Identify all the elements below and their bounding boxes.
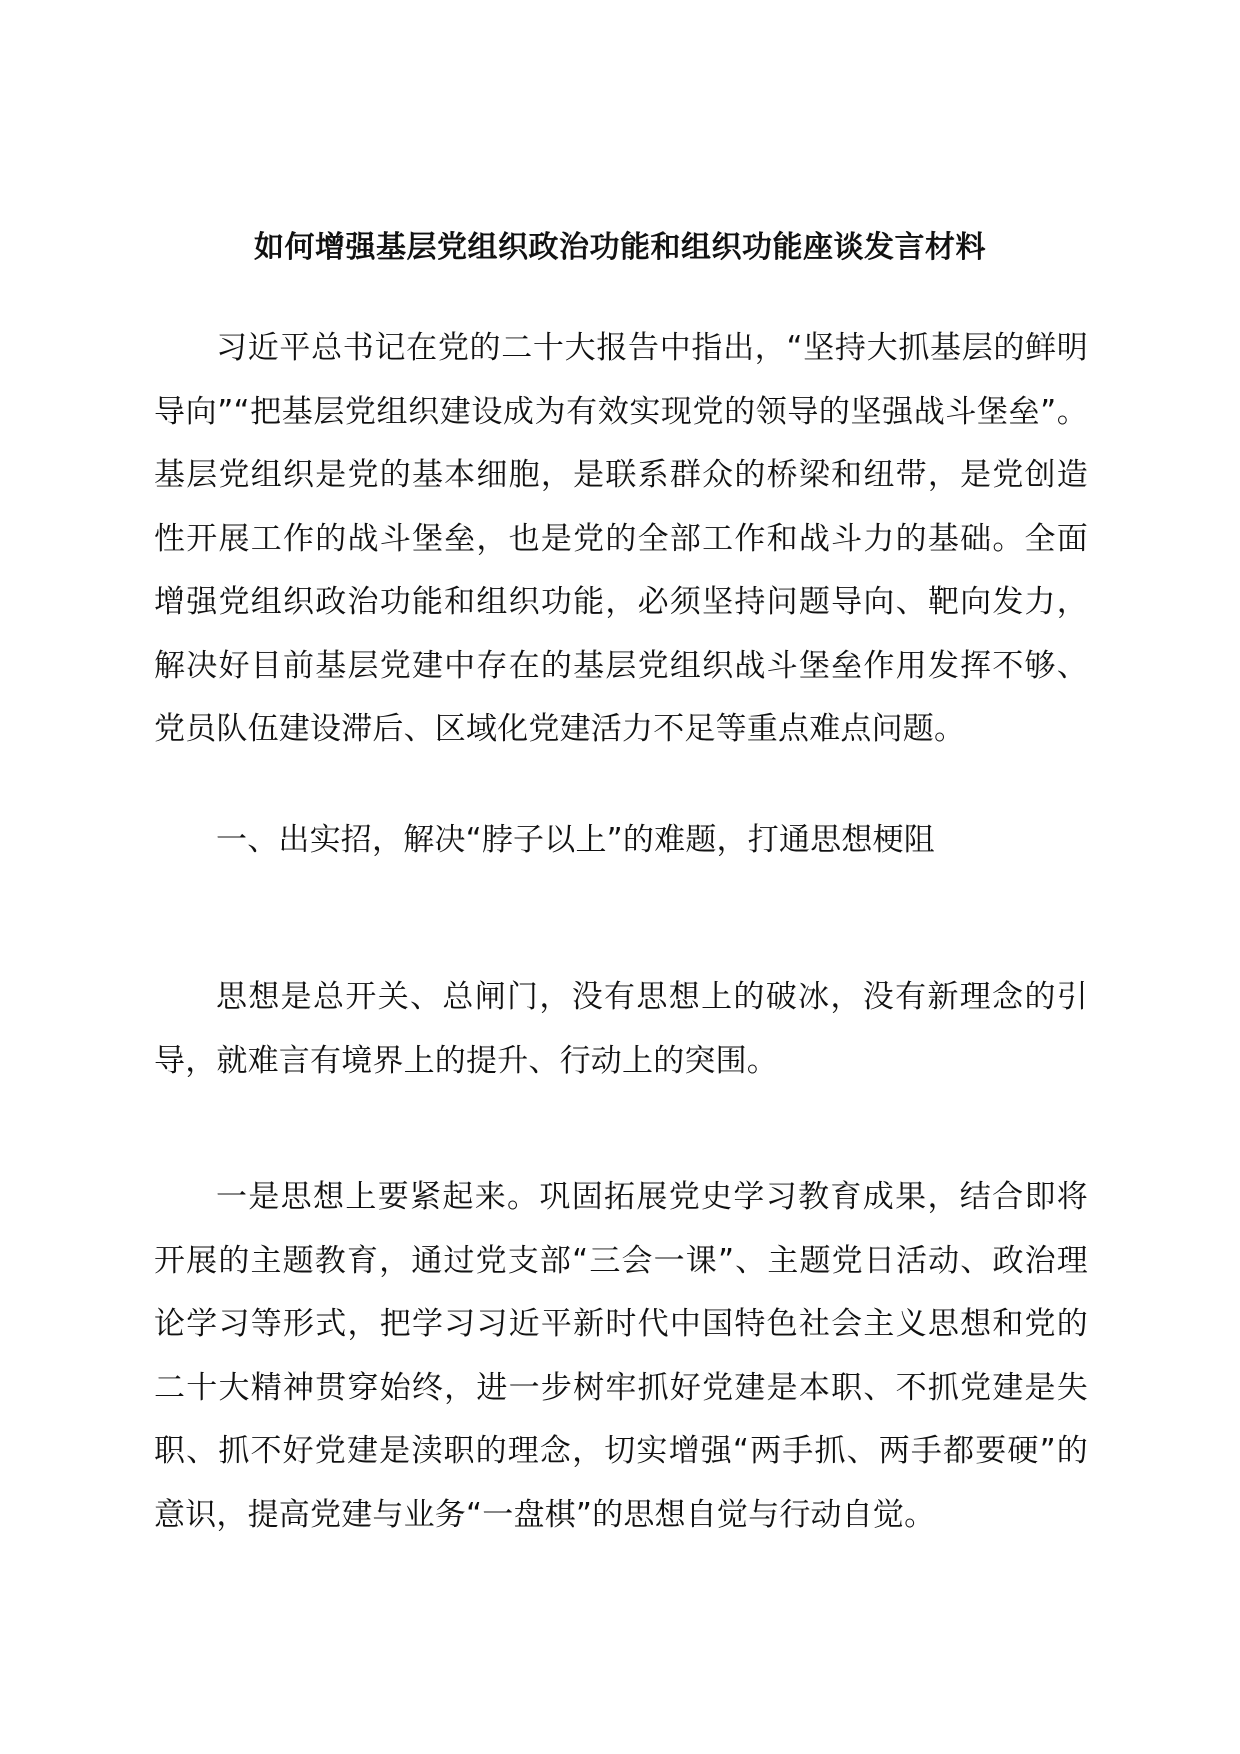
document-title: 如何增强基层党组织政治功能和组织功能座谈发言材料	[254, 230, 986, 265]
paragraph-thinking: 思想是总开关、总闸门，没有思想上的破冰，没有新理念的引导，就难言有境界上的提升、行动上的突围。	[154, 979, 1088, 1079]
section-heading-1: 一、出实招，解决“脖子以上”的难题，打通思想梗阻	[216, 822, 935, 858]
paragraph-intro: 习近平总书记在党的二十大报告中指出，“坚持大抓基层的鲜明导向”“把基层党组织建设成为有效实现党的领导的坚强战斗堡垒”。基层党组织是党的基本细胞，是联系群众的桥梁和纽带，是党创造性开展工作的战斗堡垒，也是党的全部工作和战斗力的基础。全面增强党组织政治功能和组织功能，必须坚持问题导向、靶向发力，解决好目前基层党建中存在的基层党组织战斗堡垒作用发挥不够、党员队伍建设滞后、区域化党建活力不足等重点难点问题。	[154, 330, 1088, 747]
paragraph-point-1: 一是思想上要紧起来。巩固拓展党史学习教育成果，结合即将开展的主题教育，通过党支部“三会一课”、主题党日活动、政治理论学习等形式，把学习习近平新时代中国特色社会主义思想和党的二十大精神贯穿始终，进一步树牢抓好党建是本职、不抓党建是失职、抓不好党建是渎职的理念，切实增强“两手抓、两手都要硬”的意识，提高党建与业务“一盘棋”的思想自觉与行动自觉。	[154, 1179, 1088, 1533]
